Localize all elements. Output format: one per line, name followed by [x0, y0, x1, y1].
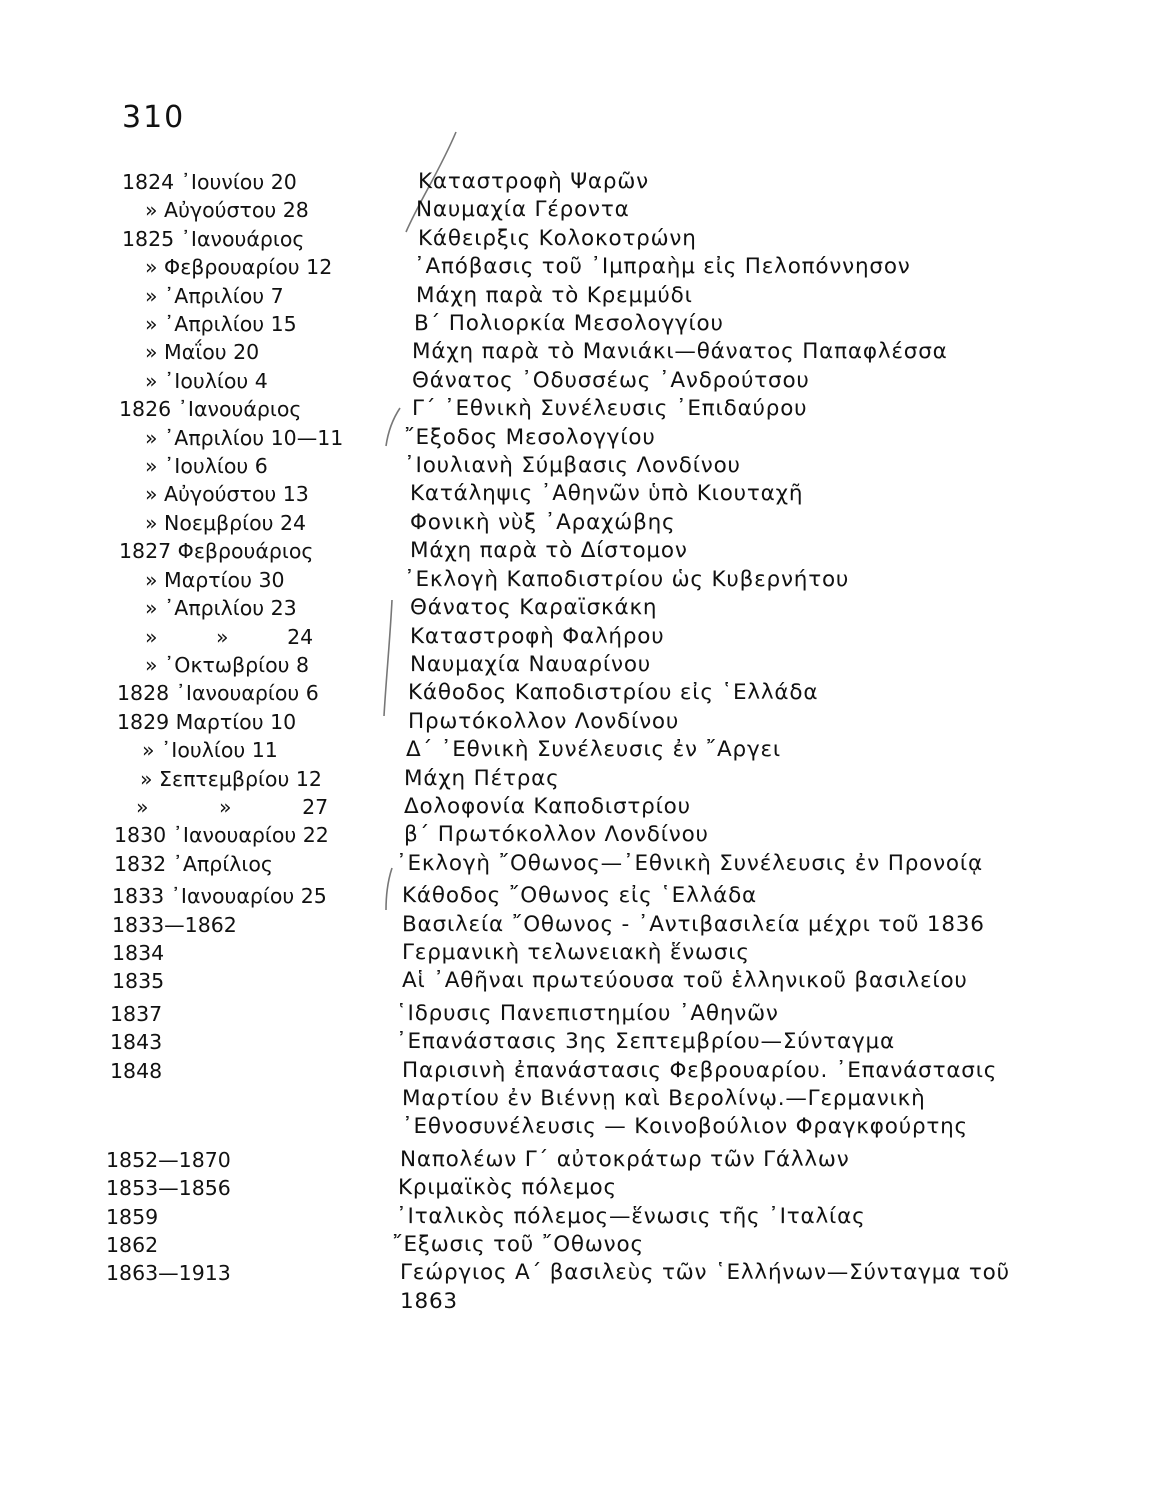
entry-date: 1824 ᾽Ιουνίου 20	[122, 170, 297, 194]
entry-date: » ᾽Απριλίου 15	[145, 312, 297, 337]
chronology-entry	[0, 967, 1152, 995]
entry-date: 1863—1913	[106, 1261, 231, 1286]
entry-event: ᾽Εκλογὴ ῎Οθωνος—᾽Εθνικὴ Συνέλευσις ἐν Προνοίᾳ	[396, 850, 983, 876]
chronology-entry	[0, 338, 1152, 366]
chronology-entry	[0, 225, 1152, 253]
chronology-entry	[0, 651, 1152, 679]
chronology-entry	[0, 196, 1152, 224]
chronology-entry	[0, 708, 1152, 736]
chronology-entry	[0, 821, 1152, 849]
entry-date: 1843	[110, 1030, 163, 1055]
chronology-entry	[0, 594, 1152, 622]
entry-event: Κριμαϊκὸς πόλεμος	[398, 1175, 617, 1201]
entry-event: Κάθοδος Καποδιστρίου εἰς ῾Ελλάδα	[408, 680, 819, 706]
entry-event: Δ΄ ᾽Εθνικὴ Συνέλευσις ἐν ῎Αργει	[406, 737, 781, 763]
chronology-entry	[0, 1142, 1152, 1174]
entry-event: Μάχη παρὰ τὸ Δίστομον	[410, 538, 688, 564]
entry-event: Καταστροφὴ Φαλήρου	[410, 623, 665, 649]
entry-date: » Μαρτίου 30	[145, 567, 285, 592]
entry-event: Κάθοδος ῎Οθωνος εἰς ῾Ελλάδα	[402, 883, 758, 909]
entry-date: » ᾽Ιουλίου 11	[142, 738, 278, 763]
chronology-entry	[0, 911, 1152, 939]
entry-event: ῎Εξωσις τοῦ ῎Οθωνος	[392, 1232, 644, 1258]
entry-event: Φονικὴ νὺξ ᾽Αραχώβης	[410, 509, 676, 535]
entry-event: Παρισινὴ ἐπανάστασις Φεβρουαρίου. ᾽Επανάστασις Μαρτίου ἐν Βιέννῃ καὶ Βερολίνῳ.—Γερμανικὴ ᾽Εθνοσυνέλευσις — Κοινοβούλιον Φραγκφούρτης	[402, 1057, 998, 1140]
entry-event: Γερμανικὴ τελωνειακὴ ἕνωσις	[402, 939, 750, 965]
chronology-entry	[0, 850, 1152, 878]
entry-date: 1859	[106, 1204, 159, 1229]
entry-date: » ᾽Ιουλίου 4	[145, 368, 268, 393]
entry-date: 1829 Μαρτίου 10	[117, 709, 297, 734]
entry-date: » ᾽Απριλίου 10—11	[145, 425, 344, 450]
entry-date: » Νοεμβρίου 24	[145, 510, 307, 535]
entry-event: Αἱ ᾽Αθῆναι πρωτεύουσα τοῦ ἑλληνικοῦ βασιλείου	[402, 968, 968, 994]
entry-date: 1862	[106, 1233, 159, 1258]
entry-event: Μάχη παρὰ τὸ Κρεμμύδι	[416, 282, 693, 308]
entry-date: » Αὐγούστου 28	[145, 198, 309, 223]
chronology-entry	[0, 1259, 1152, 1316]
entry-date: 1828 ᾽Ιανουαρίου 6	[117, 681, 319, 706]
entry-event: Θάνατος Καραϊσκάκη	[410, 595, 658, 621]
entry-event: Μάχη Πέτρας	[404, 765, 560, 791]
entry-event: β΄ Πρωτόκολλον Λονδίνου	[404, 822, 709, 848]
entry-date: 1832 ᾽Απρίλιος	[114, 851, 273, 876]
entry-event: ᾽Ιουλιανὴ Σύμβασις Λονδίνου	[404, 453, 741, 479]
chronology-entry	[0, 1231, 1152, 1259]
chronology-entry	[0, 1057, 1152, 1142]
chronology-entry	[0, 253, 1152, 281]
entry-event: Κατάληψις ᾽Αθηνῶν ὑπὸ Κιουταχῆ	[410, 481, 804, 507]
entry-event: Ναπολέων Γ΄ αὐτοκράτωρ τῶν Γάλλων	[400, 1146, 850, 1172]
entry-date: 1833 ᾽Ιανουαρίου 25	[112, 884, 327, 909]
chronology-entry	[0, 736, 1152, 764]
chronology-entry	[0, 765, 1152, 793]
chronology-entry	[0, 509, 1152, 537]
entry-event: ᾽Επανάστασις 3ης Σεπτεμβρίου—Σύνταγμα	[396, 1029, 895, 1055]
entry-date: » » 24	[145, 624, 314, 649]
entry-date: 1833—1862	[112, 912, 237, 937]
entry-date: » ᾽Οκτωβρίου 8	[145, 652, 310, 677]
entry-event: Βασιλεία ῎Οθωνος - ᾽Αντιβασιλεία μέχρι τοῦ 1836	[402, 911, 985, 937]
chronology-entry	[0, 996, 1152, 1028]
chronology-entry	[0, 424, 1152, 452]
chronology-entry	[0, 1028, 1152, 1056]
entry-event: Γεώργιος Α΄ βασιλεὺς τῶν ῾Ελλήνων—Σύνταγμα τοῦ 1863	[400, 1260, 1010, 1314]
entry-event: Μάχη παρὰ τὸ Μανιάκι—θάνατος Παπαφλέσσα	[412, 339, 948, 365]
entry-date: 1852—1870	[106, 1147, 231, 1172]
chronology-entry	[0, 679, 1152, 707]
entry-event: Ναυμαχία Γέροντα	[416, 197, 630, 223]
entry-event: Γ΄ ᾽Εθνικὴ Συνέλευσις ᾽Επιδαύρου	[412, 396, 808, 422]
entry-date: 1837	[110, 1001, 163, 1026]
entry-event: ᾽Εκλογὴ Καποδιστρίου ὡς Κυβερνήτου	[404, 566, 850, 592]
entry-event: Ναυμαχία Ναυαρίνου	[410, 651, 652, 677]
entry-date: 1826 ᾽Ιανουάριος	[119, 397, 302, 422]
entry-date: 1848	[110, 1058, 163, 1083]
chronology-entry	[0, 1174, 1152, 1202]
entry-event: Θάνατος ᾽Οδυσσέως ᾽Ανδρούτσου	[412, 367, 810, 393]
entry-date: » » 27	[136, 794, 329, 819]
entry-date: » Αὐγούστου 13	[145, 482, 309, 507]
chronology-entry	[0, 367, 1152, 395]
entry-event: Πρωτόκολλον Λονδίνου	[408, 708, 680, 734]
chronology-entry	[0, 939, 1152, 967]
entry-date: » Φεβρουαρίου 12	[145, 255, 333, 280]
chronology-entry	[0, 1203, 1152, 1231]
chronology-list	[0, 168, 1152, 1316]
chronology-entry	[0, 282, 1152, 310]
entry-date: 1835	[112, 969, 165, 994]
entry-event: ᾽Απόβασις τοῦ ᾽Ιμπραὴμ εἰς Πελοπόννησον	[414, 254, 911, 280]
entry-date: 1853—1856	[106, 1176, 231, 1201]
entry-date: 1825 ᾽Ιανουάριος	[122, 226, 305, 251]
chronology-entry	[0, 793, 1152, 821]
chronology-entry	[0, 480, 1152, 508]
entry-event: Καταστροφὴ Ψαρῶν	[418, 169, 649, 194]
chronology-entry	[0, 623, 1152, 651]
entry-event: ῾Ιδρυσις Πανεπιστημίου ᾽Αθηνῶν	[396, 1000, 779, 1026]
chronology-entry	[0, 310, 1152, 338]
entry-date: 1834	[112, 940, 165, 965]
entry-event: ᾽Ιταλικὸς πόλεμος—ἕνωσις τῆς ᾽Ιταλίας	[396, 1203, 866, 1229]
entry-date: » Μαΐου 20	[145, 340, 260, 365]
chronology-entry	[0, 168, 1152, 196]
entry-date: » ᾽Απριλίου 23	[145, 596, 297, 621]
chronology-entry	[0, 566, 1152, 594]
page-number: 310	[122, 100, 186, 135]
entry-event: Κάθειρξις Κολοκοτρώνη	[418, 225, 697, 251]
entry-event: ῎Εξοδος Μεσολογγίου	[404, 424, 656, 450]
chronology-entry	[0, 537, 1152, 565]
entry-date: 1827 Φεβρουάριος	[119, 539, 314, 564]
entry-date: 1830 ᾽Ιανουαρίου 22	[114, 823, 329, 848]
chronology-entry	[0, 878, 1152, 910]
entry-date: » ᾽Απριλίου 7	[145, 283, 284, 308]
entry-date: » Σεπτεμβρίου 12	[140, 766, 322, 791]
chronology-entry	[0, 452, 1152, 480]
entry-event: Β΄ Πολιορκία Μεσολογγίου	[414, 311, 724, 337]
entry-date: » ᾽Ιουλίου 6	[145, 454, 268, 479]
entry-event: Δολοφονία Καποδιστρίου	[404, 793, 691, 819]
chronology-entry	[0, 395, 1152, 423]
